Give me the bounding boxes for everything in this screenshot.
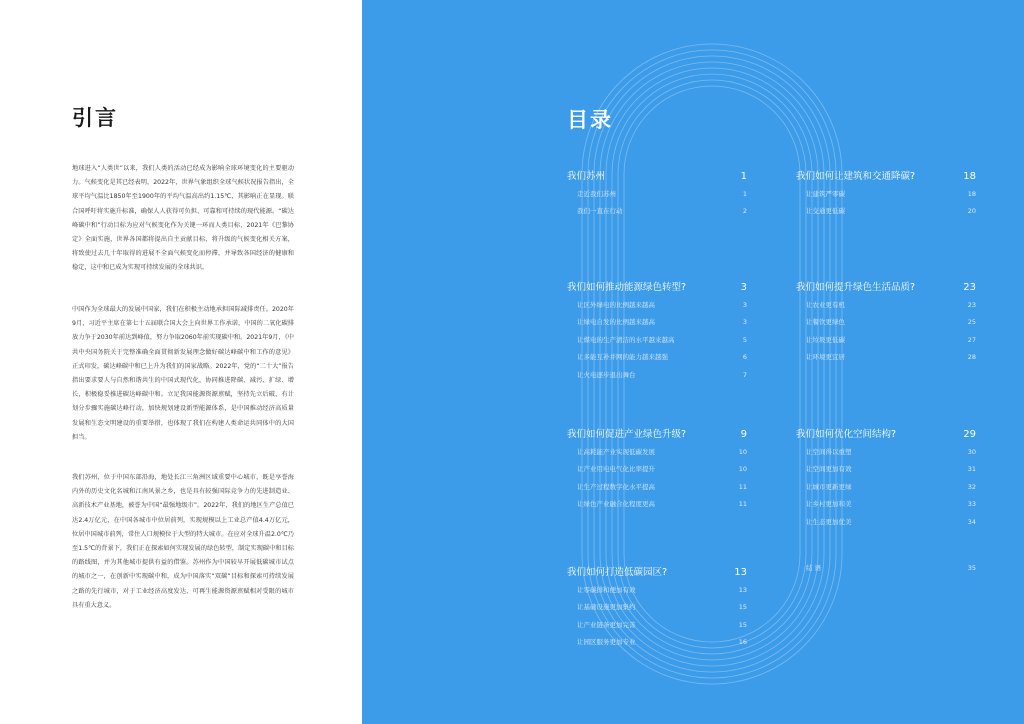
toc-item-page: 7	[742, 370, 747, 379]
toc-section-heading[interactable]	[796, 279, 976, 293]
toc-item[interactable]	[796, 444, 976, 461]
intro-paragraph-3: 我们苏州，位于中国东部沿海，地处长江三角洲区域重要中心城市，既是享誉海内外的历史文化名城和江南风景之乡，也是具有较强国际竞争力的先进制造业、高新技术产业基地，被誉为中国“最强地级市”。2022年，我们的地区生产总值已达2.4万亿元，在中国各城市中位居前列，实现规模以上工业总产值4.4万亿元，位居中国城市前列，常住人口规模位于大型的特大城市。在应对全球升温2.0℃乃至1.5℃的背景下，我们正在探索如何实现发展的绿色转型，制定实现碳中和目标的路线图，并为其他城市提供有益的借鉴。苏州作为中国较早开展低碳城市试点的城市之一，在创新中实现碳中和，成为中国落实“双碳”目标和探索可持续发展之路的先行城市，对于工业经济高度发达、可再生能源资源禀赋相对受限的城市具有重大意义。	[72, 474, 294, 609]
toc-item-page: 27	[967, 335, 976, 344]
toc-section-heading[interactable]	[567, 564, 747, 578]
toc-item-page: 15	[738, 620, 747, 629]
toc-item[interactable]	[567, 582, 747, 599]
toc-section	[796, 168, 976, 221]
toc-section-heading[interactable]	[796, 168, 976, 182]
toc-item-label: 让环境更宜居	[806, 353, 845, 362]
toc-section-heading[interactable]	[567, 426, 747, 440]
toc-section-page: 9	[740, 429, 747, 440]
toc-item-label: 让火电逐步退出舞台	[577, 370, 636, 379]
toc-section-page: 29	[963, 429, 976, 440]
toc-item-label: 让基础设施更加集约	[577, 603, 636, 612]
toc-item-label: 让多能互补并网的能力越来越强	[577, 353, 668, 362]
intro-title: 引言	[72, 106, 118, 130]
toc-item[interactable]	[796, 479, 976, 496]
toc-item-page: 35	[967, 564, 976, 572]
toc-item-label: 让垃圾更低碳	[806, 335, 845, 344]
toc-section-title: 我们如何促进产业绿色升级?	[567, 429, 687, 440]
toc-item-page: 23	[967, 301, 976, 309]
toc-item-page: 16	[738, 638, 747, 647]
toc-item[interactable]	[796, 203, 976, 220]
toc-item-page: 10	[738, 465, 747, 474]
toc-item-label: 让生产过程数字化水平提高	[577, 482, 655, 491]
toc-item-page: 33	[967, 500, 976, 509]
toc-item-label: 结 语	[806, 564, 822, 572]
toc-item[interactable]	[796, 496, 976, 513]
toc-item-page: 2	[742, 207, 747, 216]
toc-section-title: 我们如何提升绿色生活品质?	[796, 282, 916, 293]
toc-item[interactable]	[567, 297, 747, 314]
toc-item-page: 15	[738, 603, 747, 612]
toc-section-title: 我们如何推动能源绿色转型?	[567, 282, 687, 293]
toc-item-page: 11	[738, 500, 747, 509]
toc-section-title: 我们苏州	[567, 171, 606, 182]
toc-item-page: 32	[967, 482, 976, 491]
toc-item-label: 让绿色产业融合化程度更高	[577, 500, 655, 509]
toc-item-page: 1	[742, 190, 747, 198]
toc-section	[567, 426, 747, 514]
toc-item-page: 30	[967, 448, 976, 456]
toc-item[interactable]	[567, 203, 747, 220]
toc-item-label: 让区外绿电的比例越来越高	[577, 301, 655, 309]
toc-item-label: 让建筑严零碳	[806, 190, 845, 198]
toc-item-label: 走近我们苏州	[577, 190, 616, 198]
toc-item-label: 让城市更新更绿	[806, 482, 852, 491]
intro-paragraph-2: 中国作为全球最大的发展中国家，我们在积极主动地承担国际减排责任。2020年9月，习近平主席在第七十五届联合国大会上向世界工作承诺，中国的二氧化碳排放力争于2030年前达到峰值，努力争取2060年前实现碳中和。2021年9月，《中共中央国务院关于完整准确全面贯彻新发展理念做好碳达峰碳中和工作的意见》正式印发，碳达峰碳中和已上升为我们的国家战略。2022年，党的“二十大”报告指出要求要人与自然和谐共生的中国式现代化，协同推进降碳、减污、扩绿、增长，积极稳妥推进碳达峰碳中和。立足我国能源资源禀赋，坚持先立后破，有计划分步骤实施碳达峰行动，加快规划建设新型能源体系，是中国推动经济高质量发展和生态文明建设的重要举措，也体现了我们在构建人类命运共同体中的大国担当。	[72, 306, 294, 441]
toc-page	[362, 0, 1024, 724]
toc-item-label: 让空间得以重塑	[806, 448, 852, 456]
toc-item-label: 让乡村更加和美	[806, 500, 852, 509]
toc-item[interactable]	[796, 514, 976, 531]
toc-item-page: 34	[967, 517, 976, 526]
toc-item-label: 让交通更低碳	[806, 207, 845, 216]
toc-section-page: 13	[734, 567, 747, 578]
toc-item[interactable]	[567, 479, 747, 496]
toc-item[interactable]	[567, 634, 747, 651]
toc-section-heading[interactable]	[567, 168, 747, 182]
toc-item[interactable]	[796, 349, 976, 366]
toc-item-label: 让产业用电电气化比率提升	[577, 465, 655, 474]
toc-item-page: 13	[738, 586, 747, 594]
toc-item[interactable]	[567, 461, 747, 478]
toc-section	[567, 279, 747, 384]
toc-item-page: 20	[967, 207, 976, 216]
toc-item-label: 让煤电的生产清洁的水平越来越高	[577, 335, 675, 344]
toc-item[interactable]	[567, 496, 747, 513]
toc-item-conclusion[interactable]	[796, 560, 976, 577]
toc-item[interactable]	[796, 461, 976, 478]
toc-item-label: 让产业链条更加完善	[577, 620, 636, 629]
toc-section	[796, 279, 976, 367]
toc-item[interactable]	[567, 444, 747, 461]
toc-item-page: 11	[738, 482, 747, 491]
toc-section-page: 23	[963, 282, 976, 293]
toc-item[interactable]	[567, 186, 747, 203]
toc-item-page: 25	[967, 318, 976, 327]
toc-item-label: 让绿电自发的比例越来越高	[577, 318, 655, 327]
toc-item[interactable]	[567, 599, 747, 616]
toc-item-label: 让高耗能产业实现低碳发展	[577, 448, 655, 456]
toc-item-label: 让农业更有机	[806, 301, 845, 309]
toc-section-title: 我们如何打造低碳园区?	[567, 567, 668, 578]
toc-section-title: 我们如何优化空间结构?	[796, 429, 897, 440]
toc-section	[567, 564, 747, 652]
toc-item[interactable]	[567, 314, 747, 331]
toc-section-title: 我们如何让建筑和交通降碳?	[796, 171, 916, 182]
toc-item[interactable]	[796, 314, 976, 331]
toc-item-page: 3	[742, 318, 747, 327]
intro-page	[0, 0, 362, 724]
toc-item[interactable]	[567, 367, 747, 384]
toc-item-page: 18	[967, 190, 976, 198]
toc-section	[567, 168, 747, 221]
toc-section-page: 3	[740, 282, 747, 293]
toc-item[interactable]	[567, 617, 747, 634]
toc-section-heading[interactable]	[567, 279, 747, 293]
toc-item-page: 10	[738, 448, 747, 456]
toc-title: 目录	[567, 108, 613, 132]
toc-section-heading[interactable]	[796, 426, 976, 440]
toc-item-label: 让零碳排和便加有效	[577, 586, 636, 594]
toc-item-page: 3	[742, 301, 747, 309]
toc-item-label: 我们一直在行动	[577, 207, 623, 216]
toc-item-page: 28	[967, 353, 976, 362]
toc-item-page: 5	[742, 335, 747, 344]
toc-item-page: 6	[742, 353, 747, 362]
toc-section-page: 18	[963, 171, 976, 182]
toc-section	[796, 426, 976, 531]
toc-item[interactable]	[567, 349, 747, 366]
toc-item-label: 让生态更加优美	[806, 517, 852, 526]
toc-section-page: 1	[740, 171, 747, 182]
intro-paragraph-1: 地球进入“人类世”以来，我们人类的活动已经成为影响全球环境变化的主要驱动力。气候变化是其已经表明，2022年，世界气象组织全球气候状况报告指出，全球平均气温比1850年至1900年的平均气温高出约1.15℃，其影响正在显现。联合国呼吁将实施升标准，确保人人获得可负担、可靠和可持续的现代能源。“碳达峰碳中和”行动目标为应对气候变化作为关键一环而人类目标，2021年《巴黎协定》全面实施，世界各国都将提出自主贡献目标，将升级的气候变化相关方案，将致使过去几十年取得的进展不全面气候变化而停滞，并导致各国经济的健康和稳定，这中和已成为实现可持续发展的全球共识。	[72, 165, 294, 272]
toc-item-label: 让餐饮更绿色	[806, 318, 845, 327]
toc-item[interactable]	[796, 186, 976, 203]
toc-item-label: 让空间更加有效	[806, 465, 852, 474]
toc-section-conclusion	[796, 560, 976, 577]
toc-item[interactable]	[796, 332, 976, 349]
toc-item-page: 31	[967, 465, 976, 474]
toc-item-label: 让园区服务更加专业	[577, 638, 636, 647]
toc-item[interactable]	[567, 332, 747, 349]
toc-item[interactable]	[796, 297, 976, 314]
